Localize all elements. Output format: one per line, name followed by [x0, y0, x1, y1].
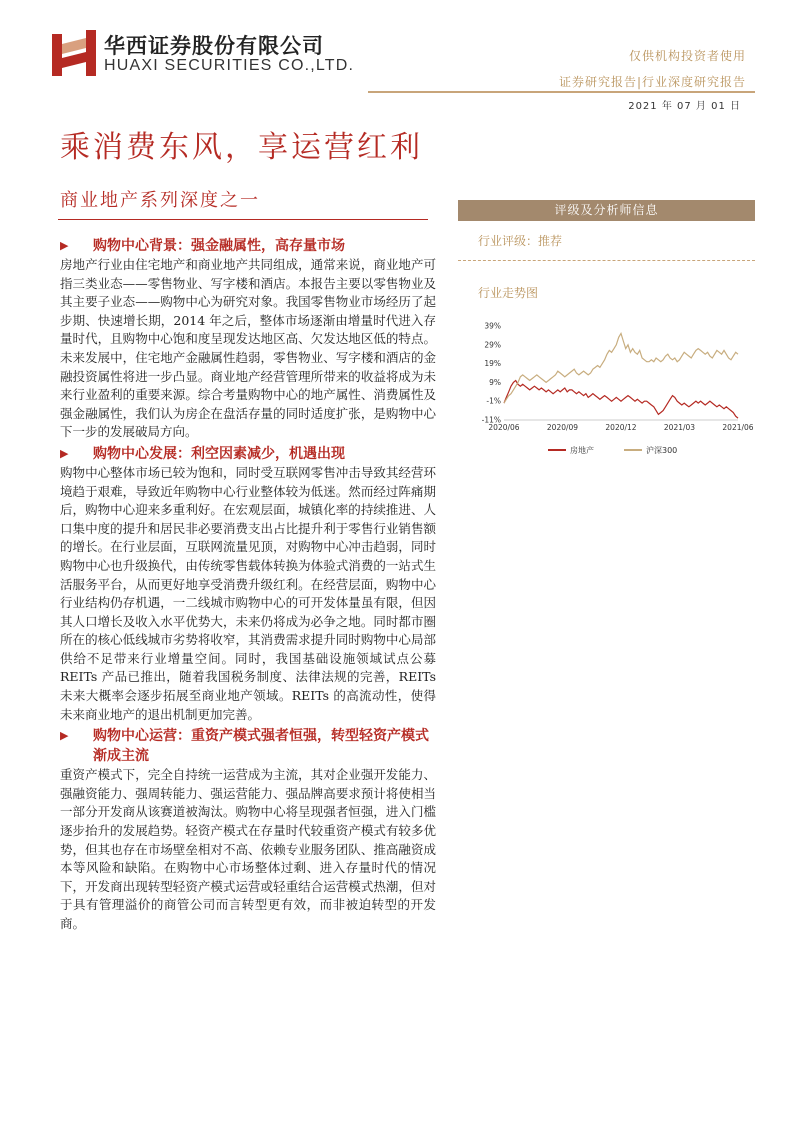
chart-legend	[548, 445, 677, 455]
bullet-arrow-icon: ▶	[60, 239, 69, 252]
report-date: 2021 年 07 月 01 日	[628, 101, 741, 112]
page-title: 乘消费东风，享运营红利	[60, 130, 423, 165]
x-axis-ticks	[488, 423, 753, 432]
section-paragraph: 房地产行业由住宅地产和商业地产共同组成，通常来说，商业地产可指三类业态——零售物业、写字楼和酒店。本报告主要以零售物业及其主要子业态——购物中心为研究对象。我国零售物业市场经历了起步期、快速增长期，2014 年之后，整体市场逐渐由增量时代进入存量时代，且购物中心饱和度呈现发达地区高、欠发达地区低的特点。未来发展中，住宅地产金融属性趋弱，零售物业、写字楼和酒店的金融投资属性将进一步凸显。商业地产经营管理所带来的收益将成为未来行业盈利的重要来源。综合考量购物中心的地产属性、消费属性及强金融属性，我们认为房企在盘活存量的同时适度扩张，是购物中心下一步的发展破局方向。	[60, 257, 436, 440]
section-heading-text: 购物中心发展：利空因素减少，机遇出现	[93, 445, 345, 462]
y-axis-ticks	[482, 322, 501, 425]
x-tick-label: 2021/03	[663, 423, 696, 432]
report-body	[60, 236, 436, 936]
y-tick-label: 19%	[484, 359, 501, 369]
header-divider	[368, 91, 755, 93]
analyst-panel-title: 评级及分析师信息	[458, 200, 755, 221]
series-line-房地产	[504, 381, 738, 419]
section-paragraph: 重资产模式下，完全自持统一运营成为主流，其对企业强开发能力、强融资能力、强周转能力、强运营能力、强品牌高要求预计将使相当一部分开发商从该赛道被淘汰。购物中心将呈现强者恒强，进入门槛逐步抬升的发展趋势。轻资产模式在存量时代较重资产模式有较多优势，但其也存在市场壁垒相对不高、依赖专业服务团队、推高融资成本等风险和缺陷。在购物中心市场整体过剩、进入存量时代的情况下，开发商出现转型轻资产模式运营或轻重结合运营模式热潮，但对于具有管理溢价的商管公司而言转型更有效，而非被迫转型的开发商。	[60, 767, 436, 931]
page-subtitle: 商业地产系列深度之一	[60, 190, 260, 211]
x-tick-label: 2020/09	[546, 423, 579, 432]
trend-chart-label: 行业走势图	[478, 286, 539, 300]
x-tick-label: 2020/12	[605, 423, 637, 432]
industry-rating: 行业评级：推荐	[478, 234, 563, 248]
company-name-en: HUAXI SECURITIES CO.,LTD.	[104, 57, 355, 74]
y-tick-label: -11%	[481, 415, 501, 425]
legend-label: 沪深300	[646, 446, 678, 455]
y-tick-label: 39%	[484, 321, 501, 331]
y-tick-label: 9%	[489, 377, 501, 387]
bullet-arrow-icon: ▶	[60, 446, 69, 460]
huaxi-logo	[52, 30, 96, 76]
company-name-cn: 华西证券股份有限公司	[104, 34, 324, 58]
section-heading	[60, 444, 436, 464]
report-type: 证券研究报告|行业深度研究报告	[558, 75, 746, 89]
section-heading-text: 购物中心背景：强金融属性，高存量市场	[93, 238, 345, 254]
y-tick-label: 29%	[484, 340, 501, 350]
industry-trend-chart	[476, 314, 754, 464]
section-heading	[60, 726, 436, 766]
rating-divider	[458, 260, 755, 261]
bullet-arrow-icon: ▶	[60, 729, 69, 743]
chart-series	[504, 334, 738, 419]
section-heading	[60, 236, 436, 256]
subtitle-divider	[58, 219, 428, 220]
audience-note: 仅供机构投资者使用	[628, 49, 746, 63]
section-heading-text: 购物中心运营：重资产模式强者恒强，转型轻资产模式渐成主流	[93, 728, 429, 765]
y-tick-label: -1%	[486, 396, 501, 406]
series-line-沪深300	[504, 334, 738, 404]
x-tick-label: 2020/06	[488, 423, 520, 432]
legend-label: 房地产	[570, 446, 594, 455]
x-tick-label: 2021/06	[722, 423, 754, 432]
section-paragraph: 购物中心整体市场已较为饱和，同时受互联网零售冲击导致其经营环境趋于艰难，导致近年购物中心行业整体较为低迷。然而经过阵痛期后，购物中心迎来多重利好。在宏观层面，城镇化率的持续推进、人口集中度的提升和居民非必要消费支出占比提升利于零售行业销售额的增长。在行业层面，互联网流量见顶，对购物中心冲击趋弱，同时购物中心也升级换代，由传统零售载体转换为体验式消费的一站式生活服务平台，从而更好地享受消费升级红利。在经营层面，购物中心行业结构仍存机遇，一二线城市购物中心的可开发体量虽有限，但因其人口增长及收入水平优势大，未来仍将成为必争之地。同时都市圈所在的核心低线城市劣势将收窄，其消费需求提升同时购物中心局部供给不足带来行业增量空间。同时，我国基础设施领域试点公募 REITs 产品已推出，随着我国税务制度、法律法规的完善，REITs 未来大概率会逐步拓展至商业地产领域。REITs 的高流动性，使得未来商业地产的退出机制更加完善。	[60, 464, 436, 722]
